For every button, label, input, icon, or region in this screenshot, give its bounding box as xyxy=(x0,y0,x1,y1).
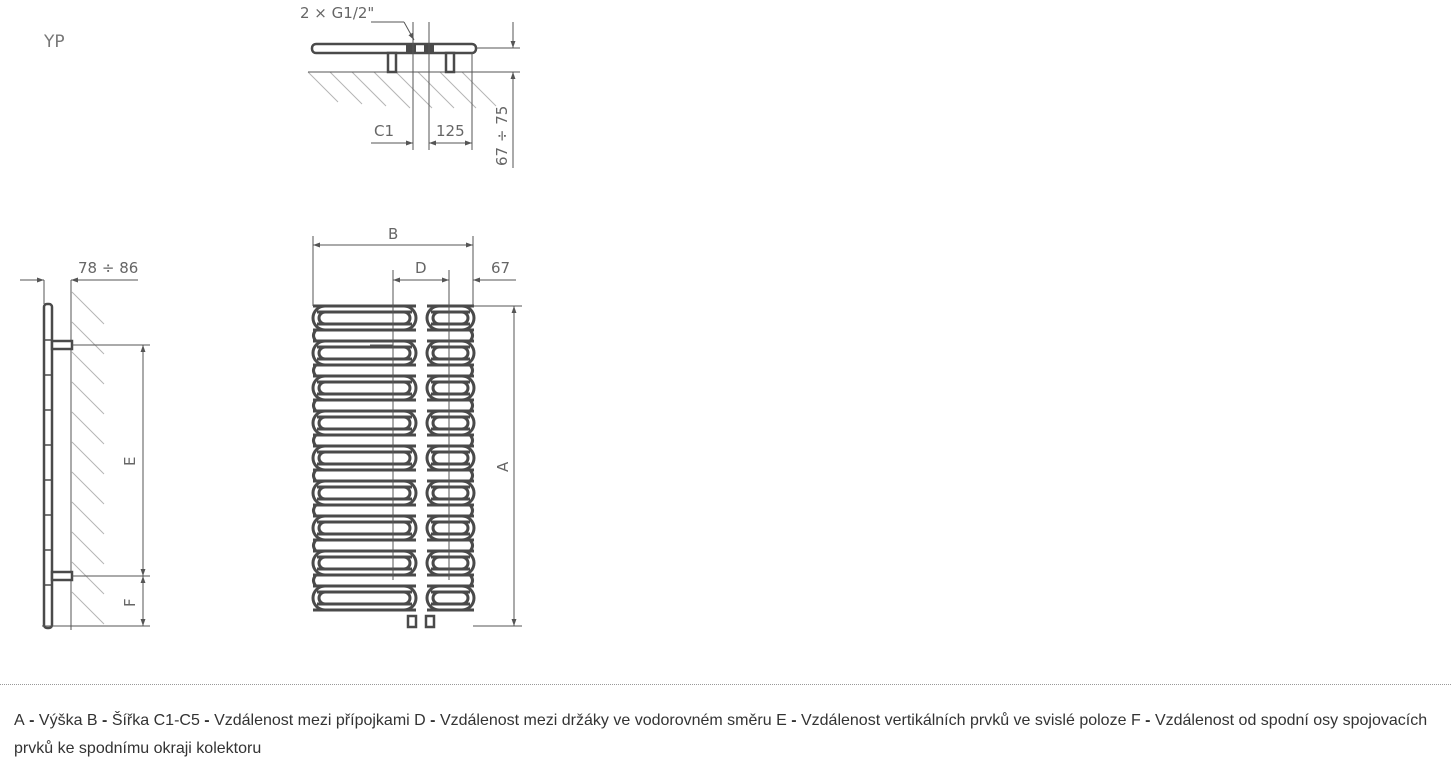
tube-segment xyxy=(313,306,416,610)
side-depth-label: 78 ÷ 86 xyxy=(78,259,139,277)
legend-text: Šířka xyxy=(111,712,150,729)
d-offset-label: 67 xyxy=(491,259,511,277)
connection-label: 2 × G1/2" xyxy=(300,4,375,22)
legend-key: B xyxy=(86,712,98,729)
legend xyxy=(14,707,1439,763)
legend-item: F - Vzdálenost od spodní osy spojovacích prvků ke spodnímu okraji kolektoru xyxy=(14,712,1428,757)
legend-item: A - Výška xyxy=(14,712,83,729)
f-label: F xyxy=(121,598,139,607)
wall-hatch-top xyxy=(308,72,496,108)
wall-gap-label: 67 ÷ 75 xyxy=(493,105,511,166)
legend-item: D - Vzdálenost mezi držáky ve vodorovném směru xyxy=(414,712,772,729)
c-value-label: 125 xyxy=(436,122,465,140)
front-view xyxy=(313,225,522,627)
legend-text: Výška xyxy=(38,712,83,729)
top-view xyxy=(300,4,520,168)
legend-key: C1-C5 xyxy=(153,712,200,729)
legend-item: C1-C5 - Vzdálenost mezi přípojkami xyxy=(153,712,410,729)
legend-key: D xyxy=(414,712,426,729)
connector-left xyxy=(408,616,416,627)
a-label: A xyxy=(494,461,512,472)
legend-key: F xyxy=(1130,712,1141,729)
model-code: YP xyxy=(44,32,65,52)
c1-label: C1 xyxy=(374,122,395,140)
wall-hatch-side xyxy=(72,292,104,624)
divider xyxy=(0,684,1451,685)
b-label: B xyxy=(388,225,399,243)
legend-key: A xyxy=(14,712,25,729)
legend-key: E xyxy=(776,712,787,729)
legend-text: Vzdálenost mezi držáky ve vodorovném směru xyxy=(439,712,772,729)
tube-segment xyxy=(313,306,416,610)
legend-item: E - Vzdálenost vertikálních prvků ve svislé poloze xyxy=(776,712,1127,729)
legend-item: B - Šířka xyxy=(86,712,150,729)
side-view xyxy=(20,259,150,630)
connector-right xyxy=(426,616,434,627)
e-label: E xyxy=(121,456,139,466)
legend-text: Vzdálenost vertikálních prvků ve svislé poloze xyxy=(800,712,1127,729)
d-label: D xyxy=(415,259,427,277)
legend-text: Vzdálenost mezi přípojkami xyxy=(214,712,410,729)
legend-text: Vzdálenost od spodní osy spojovacích prvků ke spodnímu okraji kolektoru xyxy=(14,712,1428,757)
